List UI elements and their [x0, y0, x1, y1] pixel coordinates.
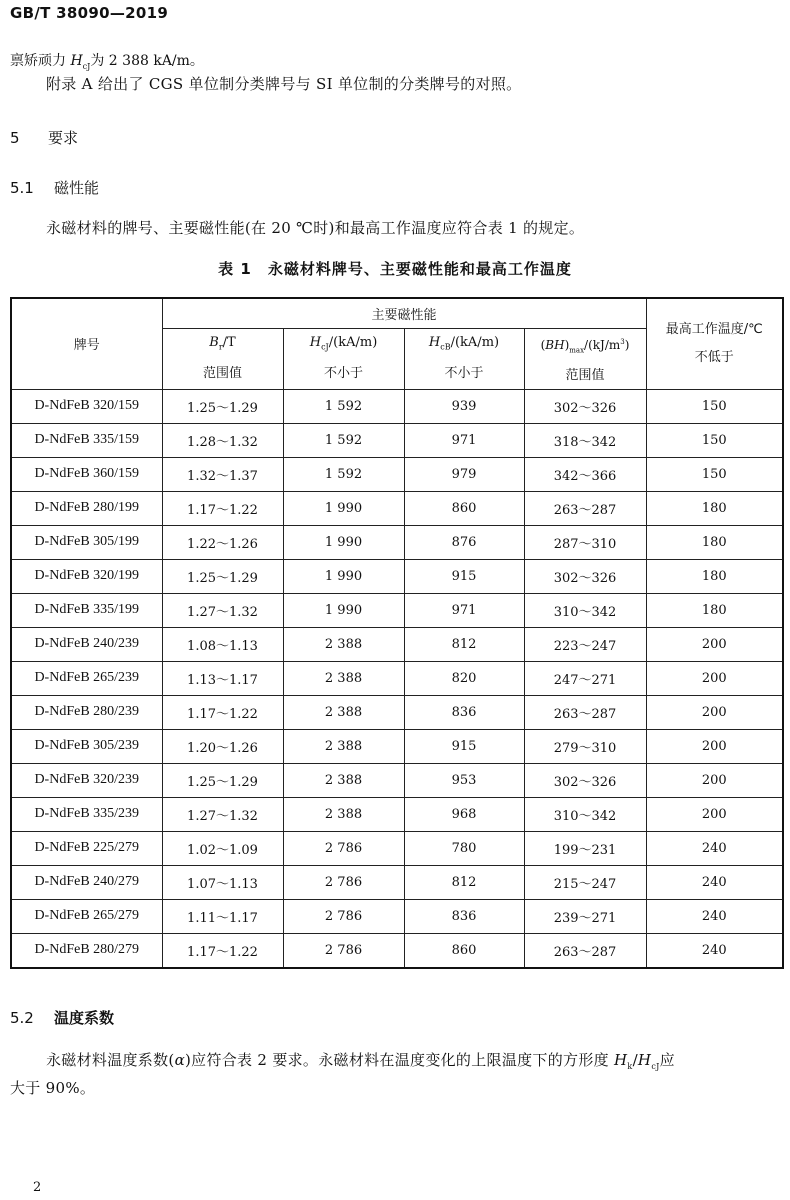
cell-br: 1.22～1.26: [162, 525, 283, 559]
cell-bhmax: 302～326: [524, 763, 646, 797]
cell-bhmax: 247～271: [524, 661, 646, 695]
header-br-symbol: $B_r/T$: [209, 335, 236, 352]
cell-grade: D-NdFeB 335/199: [11, 593, 162, 627]
header-max-temp: [646, 298, 783, 389]
cell-grade: D-NdFeB 320/199: [11, 559, 162, 593]
table-row: [11, 627, 783, 661]
cell-br: 1.07～1.13: [162, 865, 283, 899]
cell-br: 1.11～1.17: [162, 899, 283, 933]
cell-hcb: 953: [404, 763, 524, 797]
cell-grade: D-NdFeB 280/279: [11, 933, 162, 968]
cell-grade: D-NdFeB 305/239: [11, 729, 162, 763]
table-1-title: 表 1 永磁材料牌号、主要磁性能和最高工作温度: [218, 260, 572, 278]
table-row: [11, 899, 783, 933]
table-row: [11, 525, 783, 559]
cell-bhmax: 310～342: [524, 797, 646, 831]
header-hcb-note: 不小于: [444, 365, 484, 381]
cell-bhmax: 302～326: [524, 389, 646, 423]
cell-max-temp: 200: [646, 729, 783, 763]
section-5-title: 要求: [48, 129, 79, 147]
cell-hcj: 1 990: [283, 593, 404, 627]
cell-max-temp: 200: [646, 695, 783, 729]
section-5-2-paragraph-line2: 大于 90%。: [10, 1079, 96, 1097]
section-5-1-number: 5.1: [10, 179, 34, 197]
cell-br: 1.25～1.29: [162, 763, 283, 797]
cell-hcj: 1 592: [283, 389, 404, 423]
cell-br: 1.27～1.32: [162, 593, 283, 627]
section-5-heading: [10, 127, 78, 148]
cell-hcj: 2 786: [283, 831, 404, 865]
cell-hcb: 939: [404, 389, 524, 423]
cell-grade: D-NdFeB 320/239: [11, 763, 162, 797]
cell-bhmax: 342～366: [524, 457, 646, 491]
cell-hcj: 2 388: [283, 627, 404, 661]
section-5-2-title: 温度系数: [54, 1009, 115, 1027]
cell-hcb: 780: [404, 831, 524, 865]
cell-grade: D-NdFeB 240/239: [11, 627, 162, 661]
cell-br: 1.17～1.22: [162, 695, 283, 729]
header-hcj: [283, 328, 404, 389]
cell-br: 1.28～1.32: [162, 423, 283, 457]
cell-hcj: 1 990: [283, 559, 404, 593]
header-max-temp-line2: 不低于: [694, 349, 734, 365]
table-row: [11, 797, 783, 831]
cell-grade: D-NdFeB 320/159: [11, 389, 162, 423]
cell-hcb: 836: [404, 695, 524, 729]
cell-grade: D-NdFeB 265/239: [11, 661, 162, 695]
cell-bhmax: 263～287: [524, 933, 646, 968]
table-row: [11, 559, 783, 593]
coercivity-symbol: H: [70, 53, 83, 69]
cell-max-temp: 240: [646, 865, 783, 899]
cell-hcb: 812: [404, 865, 524, 899]
cell-max-temp: 240: [646, 933, 783, 968]
cell-br: 1.13～1.17: [162, 661, 283, 695]
cell-max-temp: 200: [646, 763, 783, 797]
cell-hcj: 1 592: [283, 423, 404, 457]
cell-max-temp: 240: [646, 899, 783, 933]
table-row: [11, 491, 783, 525]
cell-hcb: 860: [404, 491, 524, 525]
cell-br: 1.27～1.32: [162, 797, 283, 831]
cell-hcb: 915: [404, 729, 524, 763]
section-5-2-paragraph-line1: 永磁材料温度系数(α)应符合表 2 要求。永磁材料在温度变化的上限温度下的方形度 $H_k/H_{cJ}$应: [46, 1051, 675, 1071]
cell-hcb: 971: [404, 423, 524, 457]
cell-br: 1.32～1.37: [162, 457, 283, 491]
coercivity-line: [10, 50, 204, 71]
page-number: 2: [33, 1180, 42, 1195]
cell-grade: D-NdFeB 280/199: [11, 491, 162, 525]
cell-hcj: 2 786: [283, 899, 404, 933]
coercivity-suffix: 为 2 388 kA/m。: [90, 53, 204, 69]
cell-hcj: 2 388: [283, 763, 404, 797]
cell-grade: D-NdFeB 265/279: [11, 899, 162, 933]
cell-hcb: 860: [404, 933, 524, 968]
header-hcj-note: 不小于: [323, 365, 363, 381]
cell-grade: D-NdFeB 360/159: [11, 457, 162, 491]
cell-br: 1.20～1.26: [162, 729, 283, 763]
cell-bhmax: 279～310: [524, 729, 646, 763]
cell-bhmax: 223～247: [524, 627, 646, 661]
cell-max-temp: 150: [646, 423, 783, 457]
cell-bhmax: 318～342: [524, 423, 646, 457]
cell-max-temp: 150: [646, 457, 783, 491]
cell-hcb: 968: [404, 797, 524, 831]
header-grade: 牌号: [11, 298, 162, 389]
cell-bhmax: 310～342: [524, 593, 646, 627]
cell-br: 1.25～1.29: [162, 559, 283, 593]
cell-hcj: 1 990: [283, 491, 404, 525]
section-5-2-number: 5.2: [10, 1009, 34, 1027]
header-hcj-symbol: $H_{cJ}/(kA/m)$: [309, 335, 378, 352]
cell-hcj: 2 786: [283, 865, 404, 899]
cell-grade: D-NdFeB 225/279: [11, 831, 162, 865]
cell-max-temp: 150: [646, 389, 783, 423]
cell-hcj: 2 388: [283, 661, 404, 695]
cell-hcj: 1 990: [283, 525, 404, 559]
cell-grade: D-NdFeB 280/239: [11, 695, 162, 729]
cell-grade: D-NdFeB 305/199: [11, 525, 162, 559]
cell-hcj: 2 786: [283, 933, 404, 968]
cell-max-temp: 180: [646, 491, 783, 525]
section-5-1-heading: [10, 177, 99, 198]
cell-bhmax: 287～310: [524, 525, 646, 559]
table-row: [11, 423, 783, 457]
cell-hcb: 971: [404, 593, 524, 627]
cell-grade: D-NdFeB 335/239: [11, 797, 162, 831]
header-max-temp-line1: 最高工作温度/℃: [665, 321, 763, 337]
cell-max-temp: 180: [646, 559, 783, 593]
table-row: [11, 933, 783, 968]
section-5-number: 5: [10, 129, 20, 147]
table-row: [11, 389, 783, 423]
cell-hcj: 2 388: [283, 797, 404, 831]
table-row: [11, 457, 783, 491]
header-bhmax-note: 范围值: [565, 367, 605, 383]
table-1: [10, 297, 784, 969]
table-row: [11, 729, 783, 763]
cell-hcb: 820: [404, 661, 524, 695]
section-5-2-heading: [10, 1007, 114, 1028]
coercivity-subscript: cJ: [82, 61, 91, 71]
coercivity-prefix: 禀矫顽力: [10, 53, 71, 69]
cell-br: 1.02～1.09: [162, 831, 283, 865]
cell-max-temp: 240: [646, 831, 783, 865]
cell-bhmax: 263～287: [524, 491, 646, 525]
cell-br: 1.25～1.29: [162, 389, 283, 423]
cell-bhmax: 302～326: [524, 559, 646, 593]
header-bhmax: [524, 328, 646, 389]
standard-code: GB/T 38090—2019: [10, 4, 169, 22]
cell-max-temp: 180: [646, 593, 783, 627]
header-magnetic-properties: 主要磁性能: [162, 298, 646, 328]
cell-max-temp: 200: [646, 661, 783, 695]
cell-br: 1.17～1.22: [162, 933, 283, 968]
cell-bhmax: 199～231: [524, 831, 646, 865]
section-5-1-title: 磁性能: [54, 179, 100, 197]
cell-hcj: 1 592: [283, 457, 404, 491]
header-bhmax-symbol: $(BH)_{max}/(kJ/m^3)$: [540, 337, 630, 354]
cell-br: 1.08～1.13: [162, 627, 283, 661]
cell-hcj: 2 388: [283, 695, 404, 729]
alpha-symbol: α: [174, 1051, 185, 1069]
section-5-1-paragraph: 永磁材料的牌号、主要磁性能(在 20 ℃时)和最高工作温度应符合表 1 的规定。: [46, 219, 585, 237]
cell-bhmax: 239～271: [524, 899, 646, 933]
table-row: [11, 831, 783, 865]
cell-hcj: 2 388: [283, 729, 404, 763]
cell-bhmax: 215～247: [524, 865, 646, 899]
table-row: [11, 593, 783, 627]
cell-bhmax: 263～287: [524, 695, 646, 729]
cell-max-temp: 180: [646, 525, 783, 559]
cell-max-temp: 200: [646, 627, 783, 661]
header-hcb: [404, 328, 524, 389]
cell-br: 1.17～1.22: [162, 491, 283, 525]
table-row: [11, 695, 783, 729]
cell-hcb: 836: [404, 899, 524, 933]
table-row: [11, 763, 783, 797]
cell-grade: D-NdFeB 335/159: [11, 423, 162, 457]
header-hcb-symbol: $H_{cB}/(kA/m)$: [428, 335, 500, 352]
table-row: [11, 865, 783, 899]
cell-hcb: 812: [404, 627, 524, 661]
cell-grade: D-NdFeB 240/279: [11, 865, 162, 899]
table-row: [11, 661, 783, 695]
cell-hcb: 876: [404, 525, 524, 559]
cell-hcb: 979: [404, 457, 524, 491]
appendix-note: 附录 A 给出了 CGS 单位制分类牌号与 SI 单位制的分类牌号的对照。: [46, 75, 522, 93]
header-br: [162, 328, 283, 389]
cell-max-temp: 200: [646, 797, 783, 831]
header-br-note: 范围值: [202, 365, 242, 381]
cell-hcb: 915: [404, 559, 524, 593]
